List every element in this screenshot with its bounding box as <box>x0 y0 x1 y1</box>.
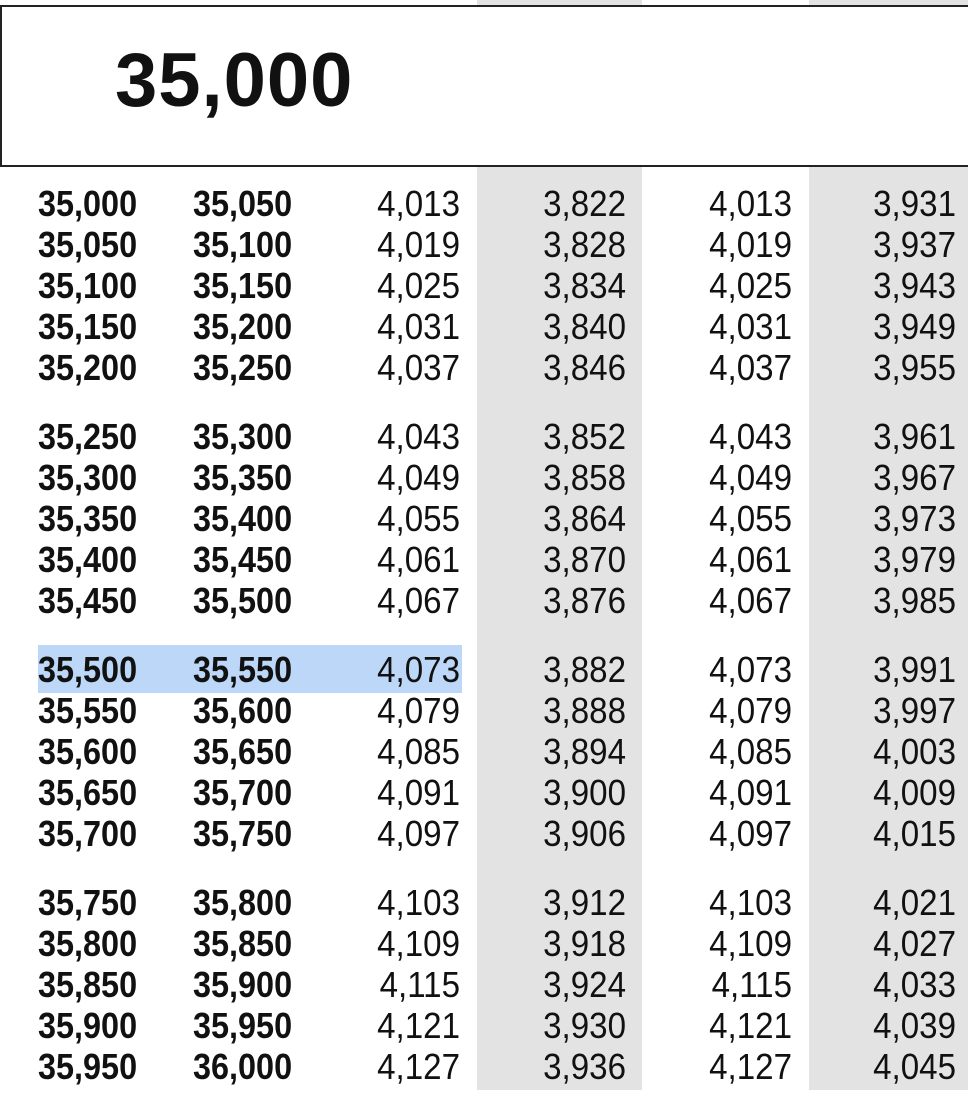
married-joint-tax-cell: 3,912 <box>543 882 626 923</box>
married-joint-tax-cell: 3,864 <box>543 498 626 539</box>
but-less-than-cell: 35,300 <box>193 416 293 457</box>
at-least-cell: 35,100 <box>38 265 138 306</box>
but-less-than-cell: 35,100 <box>193 224 293 265</box>
married-separate-tax-cell: 4,127 <box>709 1046 792 1087</box>
but-less-than-cell: 35,600 <box>193 690 293 731</box>
but-less-than-cell: 35,200 <box>193 306 293 347</box>
income-bracket-title: 35,000 <box>115 38 354 123</box>
at-least-cell: 35,300 <box>38 457 138 498</box>
at-least-cell: 35,400 <box>38 539 138 580</box>
married-joint-tax-cell: 3,924 <box>543 964 626 1005</box>
at-least-cell: 35,750 <box>38 882 138 923</box>
at-least-cell: 35,900 <box>38 1005 138 1046</box>
head-of-household-tax-cell: 4,003 <box>873 731 956 772</box>
at-least-cell: 35,600 <box>38 731 138 772</box>
table-row[interactable] <box>0 580 968 621</box>
at-least-cell: 35,200 <box>38 347 138 388</box>
table-row[interactable] <box>0 416 968 457</box>
single-tax-cell: 4,061 <box>377 539 460 580</box>
table-row[interactable] <box>0 923 968 964</box>
table-row[interactable] <box>0 649 968 690</box>
head-of-household-tax-cell: 3,961 <box>873 416 956 457</box>
married-joint-tax-cell: 3,930 <box>543 1005 626 1046</box>
head-of-household-tax-cell: 3,955 <box>873 347 956 388</box>
married-joint-tax-cell: 3,834 <box>543 265 626 306</box>
single-tax-cell: 4,121 <box>377 1005 460 1046</box>
table-row[interactable] <box>0 183 968 224</box>
row-group <box>0 183 968 388</box>
but-less-than-cell: 35,350 <box>193 457 293 498</box>
single-tax-cell: 4,115 <box>379 964 460 1005</box>
but-less-than-cell: 35,700 <box>193 772 293 813</box>
table-row[interactable] <box>0 1046 968 1087</box>
tax-table <box>0 183 968 1115</box>
but-less-than-cell: 35,450 <box>193 539 293 580</box>
head-of-household-tax-cell: 4,033 <box>873 964 956 1005</box>
single-tax-cell: 4,019 <box>377 224 460 265</box>
table-row[interactable] <box>0 457 968 498</box>
married-separate-tax-cell: 4,091 <box>709 772 792 813</box>
single-tax-cell: 4,127 <box>377 1046 460 1087</box>
head-of-household-tax-cell: 4,021 <box>873 882 956 923</box>
married-joint-tax-cell: 3,846 <box>543 347 626 388</box>
at-least-cell: 35,650 <box>38 772 138 813</box>
but-less-than-cell: 35,950 <box>193 1005 293 1046</box>
married-separate-tax-cell: 4,055 <box>709 498 792 539</box>
single-tax-cell: 4,073 <box>377 649 460 690</box>
table-row[interactable] <box>0 498 968 539</box>
at-least-cell: 35,550 <box>38 690 138 731</box>
table-header-box <box>0 5 968 167</box>
but-less-than-cell: 35,800 <box>193 882 293 923</box>
married-joint-tax-cell: 3,906 <box>543 813 626 854</box>
married-separate-tax-cell: 4,037 <box>709 347 792 388</box>
head-of-household-tax-cell: 3,997 <box>873 690 956 731</box>
single-tax-cell: 4,013 <box>377 183 460 224</box>
table-row[interactable] <box>0 539 968 580</box>
at-least-cell: 35,850 <box>38 964 138 1005</box>
but-less-than-cell: 35,850 <box>193 923 293 964</box>
head-of-household-tax-cell: 3,973 <box>873 498 956 539</box>
head-of-household-tax-cell: 3,979 <box>873 539 956 580</box>
at-least-cell: 35,150 <box>38 306 138 347</box>
head-of-household-tax-cell: 4,027 <box>873 923 956 964</box>
married-joint-tax-cell: 3,870 <box>543 539 626 580</box>
head-of-household-tax-cell: 4,045 <box>873 1046 956 1087</box>
row-group <box>0 649 968 854</box>
married-separate-tax-cell: 4,025 <box>709 265 792 306</box>
but-less-than-cell: 35,750 <box>193 813 293 854</box>
at-least-cell: 35,500 <box>38 649 138 690</box>
at-least-cell: 35,050 <box>38 224 138 265</box>
married-separate-tax-cell: 4,067 <box>709 580 792 621</box>
married-joint-tax-cell: 3,900 <box>543 772 626 813</box>
single-tax-cell: 4,025 <box>377 265 460 306</box>
head-of-household-tax-cell: 3,949 <box>873 306 956 347</box>
married-joint-tax-cell: 3,876 <box>543 580 626 621</box>
but-less-than-cell: 35,650 <box>193 731 293 772</box>
head-of-household-tax-cell: 3,967 <box>873 457 956 498</box>
head-of-household-tax-cell: 3,937 <box>873 224 956 265</box>
table-row[interactable] <box>0 964 968 1005</box>
single-tax-cell: 4,085 <box>377 731 460 772</box>
single-tax-cell: 4,055 <box>377 498 460 539</box>
married-joint-tax-cell: 3,822 <box>543 183 626 224</box>
single-tax-cell: 4,091 <box>377 772 460 813</box>
married-joint-tax-cell: 3,882 <box>543 649 626 690</box>
head-of-household-tax-cell: 3,943 <box>873 265 956 306</box>
but-less-than-cell: 35,150 <box>193 265 293 306</box>
head-of-household-tax-cell: 4,015 <box>873 813 956 854</box>
table-row[interactable] <box>0 690 968 731</box>
at-least-cell: 35,000 <box>38 183 138 224</box>
at-least-cell: 35,950 <box>38 1046 138 1087</box>
table-row[interactable] <box>0 306 968 347</box>
married-separate-tax-cell: 4,049 <box>709 457 792 498</box>
table-row[interactable] <box>0 731 968 772</box>
married-separate-tax-cell: 4,085 <box>709 731 792 772</box>
table-row[interactable] <box>0 772 968 813</box>
married-separate-tax-cell: 4,097 <box>709 813 792 854</box>
married-separate-tax-cell: 4,121 <box>709 1005 792 1046</box>
row-group <box>0 416 968 621</box>
but-less-than-cell: 35,400 <box>193 498 293 539</box>
married-joint-tax-cell: 3,828 <box>543 224 626 265</box>
married-joint-tax-cell: 3,936 <box>543 1046 626 1087</box>
but-less-than-cell: 35,550 <box>193 649 293 690</box>
married-joint-tax-cell: 3,840 <box>543 306 626 347</box>
single-tax-cell: 4,067 <box>377 580 460 621</box>
single-tax-cell: 4,043 <box>377 416 460 457</box>
single-tax-cell: 4,109 <box>377 923 460 964</box>
married-separate-tax-cell: 4,031 <box>709 306 792 347</box>
but-less-than-cell: 35,900 <box>193 964 293 1005</box>
head-of-household-tax-cell: 3,931 <box>873 183 956 224</box>
single-tax-cell: 4,049 <box>377 457 460 498</box>
married-separate-tax-cell: 4,019 <box>709 224 792 265</box>
single-tax-cell: 4,079 <box>377 690 460 731</box>
table-row[interactable] <box>0 265 968 306</box>
at-least-cell: 35,250 <box>38 416 138 457</box>
married-separate-tax-cell: 4,061 <box>709 539 792 580</box>
single-tax-cell: 4,031 <box>377 306 460 347</box>
married-joint-tax-cell: 3,918 <box>543 923 626 964</box>
but-less-than-cell: 36,000 <box>193 1046 293 1087</box>
head-of-household-tax-cell: 3,991 <box>873 649 956 690</box>
table-row[interactable] <box>0 813 968 854</box>
single-tax-cell: 4,097 <box>377 813 460 854</box>
married-separate-tax-cell: 4,079 <box>709 690 792 731</box>
single-tax-cell: 4,103 <box>377 882 460 923</box>
but-less-than-cell: 35,250 <box>193 347 293 388</box>
at-least-cell: 35,700 <box>38 813 138 854</box>
at-least-cell: 35,350 <box>38 498 138 539</box>
but-less-than-cell: 35,500 <box>193 580 293 621</box>
table-row[interactable] <box>0 1005 968 1046</box>
married-separate-tax-cell: 4,073 <box>709 649 792 690</box>
at-least-cell: 35,450 <box>38 580 138 621</box>
at-least-cell: 35,800 <box>38 923 138 964</box>
table-row[interactable] <box>0 882 968 923</box>
head-of-household-tax-cell: 4,009 <box>873 772 956 813</box>
table-row[interactable] <box>0 347 968 388</box>
married-joint-tax-cell: 3,858 <box>543 457 626 498</box>
married-joint-tax-cell: 3,894 <box>543 731 626 772</box>
but-less-than-cell: 35,050 <box>193 183 293 224</box>
head-of-household-tax-cell: 4,039 <box>873 1005 956 1046</box>
married-joint-tax-cell: 3,888 <box>543 690 626 731</box>
married-separate-tax-cell: 4,043 <box>709 416 792 457</box>
row-group <box>0 882 968 1087</box>
married-separate-tax-cell: 4,109 <box>709 923 792 964</box>
married-joint-tax-cell: 3,852 <box>543 416 626 457</box>
married-separate-tax-cell: 4,115 <box>711 964 792 1005</box>
head-of-household-tax-cell: 3,985 <box>873 580 956 621</box>
single-tax-cell: 4,037 <box>377 347 460 388</box>
married-separate-tax-cell: 4,013 <box>709 183 792 224</box>
married-separate-tax-cell: 4,103 <box>709 882 792 923</box>
table-row[interactable] <box>0 224 968 265</box>
